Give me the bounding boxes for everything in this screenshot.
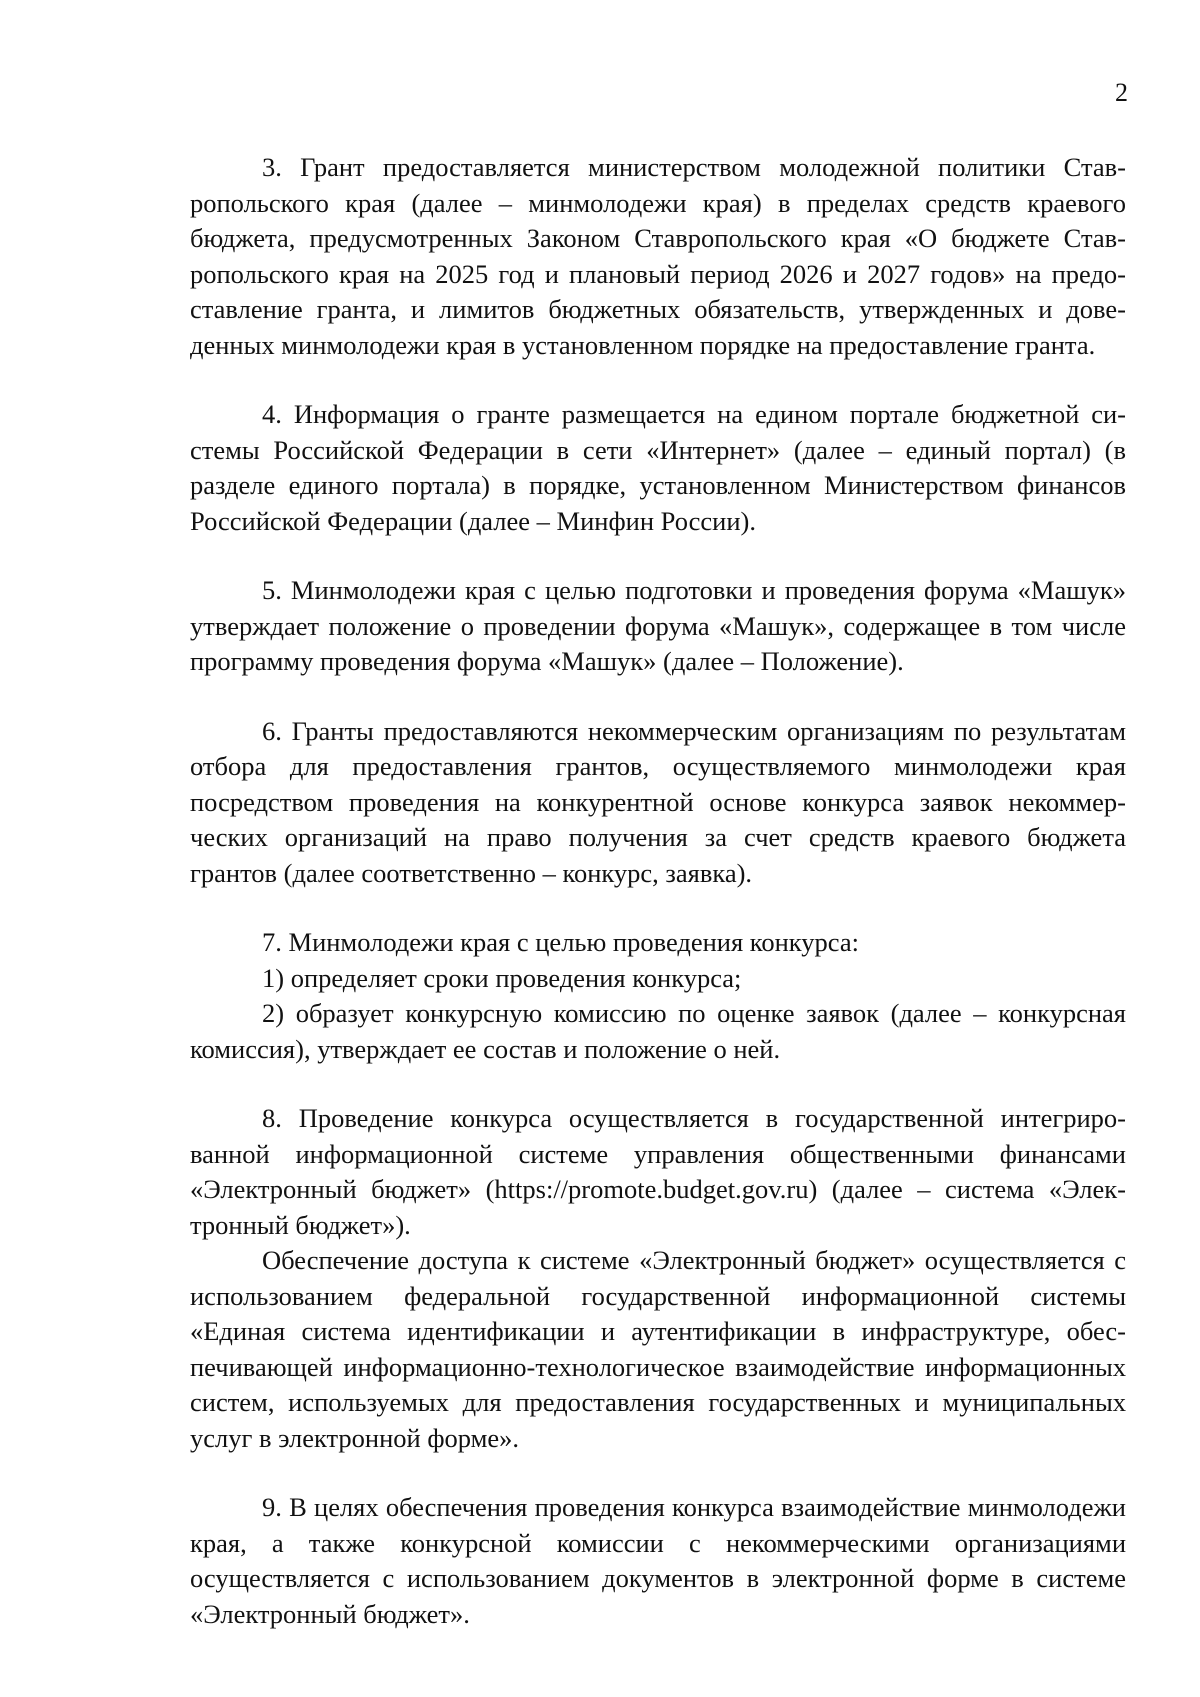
paragraph-7: 7. Минмолодежи края с целью проведения конкурса: [262,927,859,957]
paragraph-7-item-1: 1) определяет сроки проведения конкурса; [262,962,742,993]
page-number: 2 [1115,78,1128,107]
paragraph-7-item-2: 2) образует конкурсную комиссию по оценке заявок (далее – конкурсная комиссия), утверждает ее состав и положение о ней. [190,998,1126,1064]
paragraph-9: 9. В целях обеспечения проведения конкурса взаимодействие минмолодежи края, а также конкурсной комиссии с некоммерческими организациями осуществляется с использованием документов в электронной форме в системе «Электронный бюджет». [190,1492,1126,1629]
paragraph-8-continuation: Обеспечение доступа к системе «Электронный бюджет» осуществляется с использованием федеральной государственной информационной системы «Единая система идентификации и аутентификации в инфраструктуре, обеспечивающей информационно-технологическое взаимодействие информационных систем, используемых для предоставления государственных и муниципальных услуг в электронной форме». [190,1245,1126,1453]
paragraph-4: 4. Информация о гранте размещается на едином портале бюджетной системы Российской Федерации в сети «Интернет» (далее – единый портал) (в разделе единого портала) в порядке, установленном Министерством финансов Российской Федерации (далее – Минфин России). [190,399,1126,536]
paragraph-3: 3. Грант предоставляется министерством молодежной политики Ставропольского края (далее – минмолодежи края) в пределах средств краевого бюджета, предусмотренных Законом Ставропольского края «О бюджете Ставропольского края на 2025 год и плановый период 2026 и 2027 годов» на предоставление гранта, и лимитов бюджетных обязательств, утвержденных и доведенных минмолодежи края в установленном порядке на предоставление гранта. [190,152,1126,360]
paragraph-6: 6. Гранты предоставляются некоммерческим организациям по результатам отбора для предоставления грантов, осуществляемого минмолодежи края посредством проведения на конкурентной основе конкурса заявок некоммерческих организаций на право получения за счет средств краевого бюджета грантов (далее соответственно – конкурс, заявка). [190,715,1126,888]
paragraph-5: 5. Минмолодежи края с целью подготовки и проведения форума «Машук» утверждает положение о проведении форума «Машук», содержащее в том числе программу проведения форума «Машук» (далее – Положение). [190,575,1126,676]
paragraph-8: 8. Проведение конкурса осуществляется в государственной интегрированной информационной системе управления общественными финансами «Электронный бюджет» (https://promote.budget.gov.ru) (далее – система «Электронный бюджет»). [190,1103,1126,1240]
document-body [190,150,1126,1632]
